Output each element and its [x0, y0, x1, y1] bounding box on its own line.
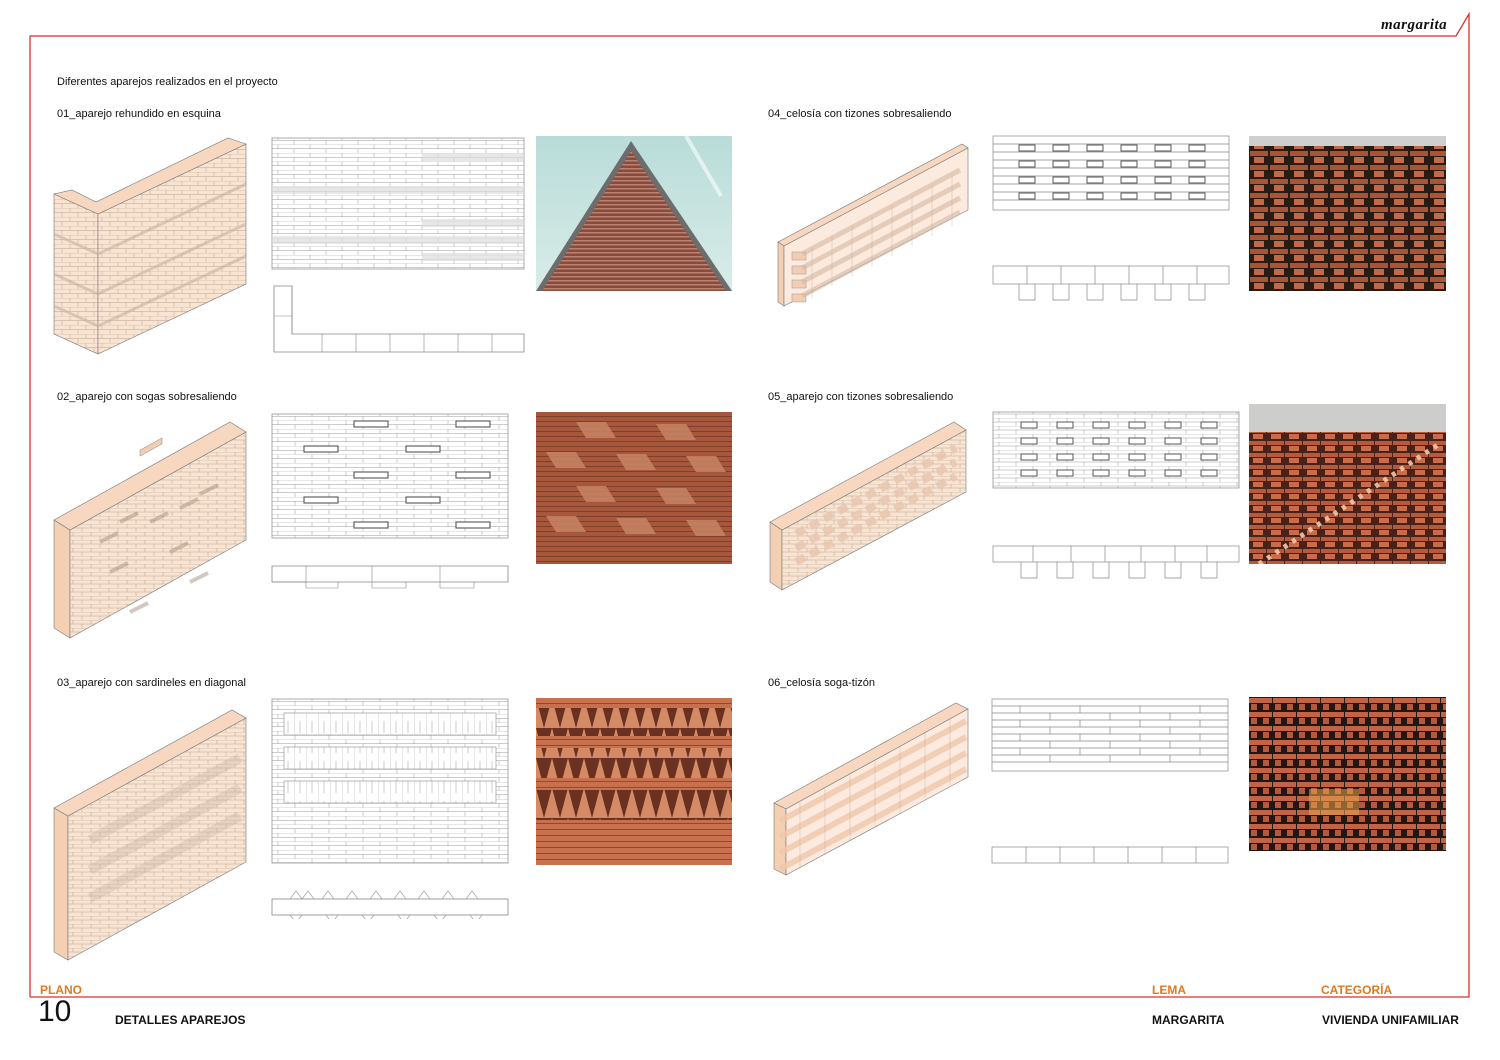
- elevation-drawing-01: [270, 136, 526, 356]
- sheet-title: DETALLES APAREJOS: [115, 1013, 246, 1027]
- photo-01: [536, 136, 732, 291]
- section-title-04: 04_celosía con tizones sobresaliendo: [768, 108, 952, 120]
- elevation-drawing-04: [991, 134, 1231, 304]
- logo-text: margarita: [1381, 17, 1448, 33]
- categoria-value: VIVIENDA UNIFAMILIAR: [1322, 1013, 1459, 1027]
- section-title-05: 05_aparejo con tizones sobresaliendo: [768, 391, 954, 403]
- intro-text: Diferentes aparejos realizados en el proyecto: [57, 76, 278, 88]
- iso-wall-06: [770, 695, 972, 879]
- iso-wall-04: [772, 136, 972, 308]
- iso-wall-03: [50, 700, 250, 962]
- elevation-drawing-02: [270, 412, 510, 592]
- section-title-03: 03_aparejo con sardineles en diagonal: [57, 677, 246, 689]
- iso-wall-02: [50, 412, 250, 640]
- sheet-number: 10: [38, 995, 72, 1028]
- elevation-drawing-03: [270, 697, 510, 919]
- plano-label: PLANO: [40, 983, 82, 997]
- categoria-label: CATEGORÍA: [1321, 983, 1393, 997]
- iso-wall-01: [50, 136, 250, 358]
- photo-06: [1249, 697, 1446, 851]
- iso-wall-05: [766, 412, 972, 592]
- lema-value: MARGARITA: [1152, 1013, 1225, 1027]
- photo-02: [536, 412, 732, 564]
- section-title-01: 01_aparejo rehundido en esquina: [57, 108, 221, 120]
- section-title-02: 02_aparejo con sogas sobresaliendo: [57, 391, 237, 403]
- lema-label: LEMA: [1152, 983, 1186, 997]
- elevation-drawing-06: [990, 697, 1230, 867]
- photo-05: [1249, 404, 1446, 564]
- section-title-06: 06_celosía soga-tizón: [768, 677, 876, 689]
- elevation-drawing-05: [991, 410, 1241, 582]
- photo-03: [536, 698, 732, 865]
- photo-04: [1249, 136, 1446, 291]
